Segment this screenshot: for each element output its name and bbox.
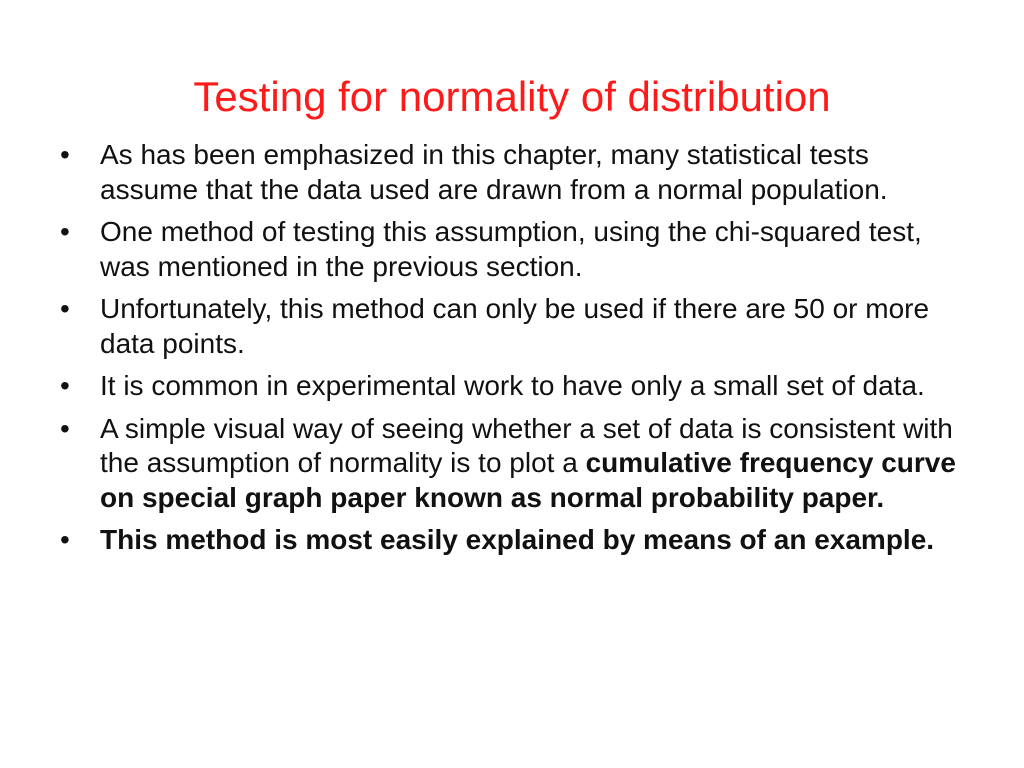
bullet-text-bold: cumulative frequency curve on special graph paper known as normal probability paper.	[100, 447, 956, 513]
bullet-icon: •	[60, 524, 70, 555]
bullet-icon: •	[60, 139, 70, 170]
bullet-text: One method of testing this assumption, using the chi-squared test, was mentioned in the previous section.	[100, 216, 922, 282]
bullet-text: Unfortunately, this method can only be used if there are 50 or more data points.	[100, 293, 930, 359]
list-item	[58, 412, 970, 516]
list-item	[58, 523, 970, 558]
bullet-icon: •	[60, 370, 70, 401]
bullet-text: As has been emphasized in this chapter, many statistical tests assume that the data used are drawn from a normal population.	[100, 139, 888, 205]
bullet-text: It is common in experimental work to have only a small set of data.	[100, 370, 925, 401]
list-item	[58, 292, 970, 361]
bullet-text: A simple visual way of seeing whether a set of data is consistent with the assumption of normality is to plot a	[100, 412, 953, 478]
bullet-icon: •	[60, 412, 70, 444]
slide-title: Testing for normality of distribution	[193, 73, 831, 120]
list-item	[58, 215, 970, 284]
list-item	[58, 138, 970, 207]
bullet-text-bold: This method is most easily explained by means of an example.	[100, 524, 935, 555]
bullet-icon: •	[60, 293, 70, 324]
bullet-list	[58, 138, 970, 566]
list-item	[58, 369, 970, 404]
bullet-icon: •	[60, 216, 70, 247]
